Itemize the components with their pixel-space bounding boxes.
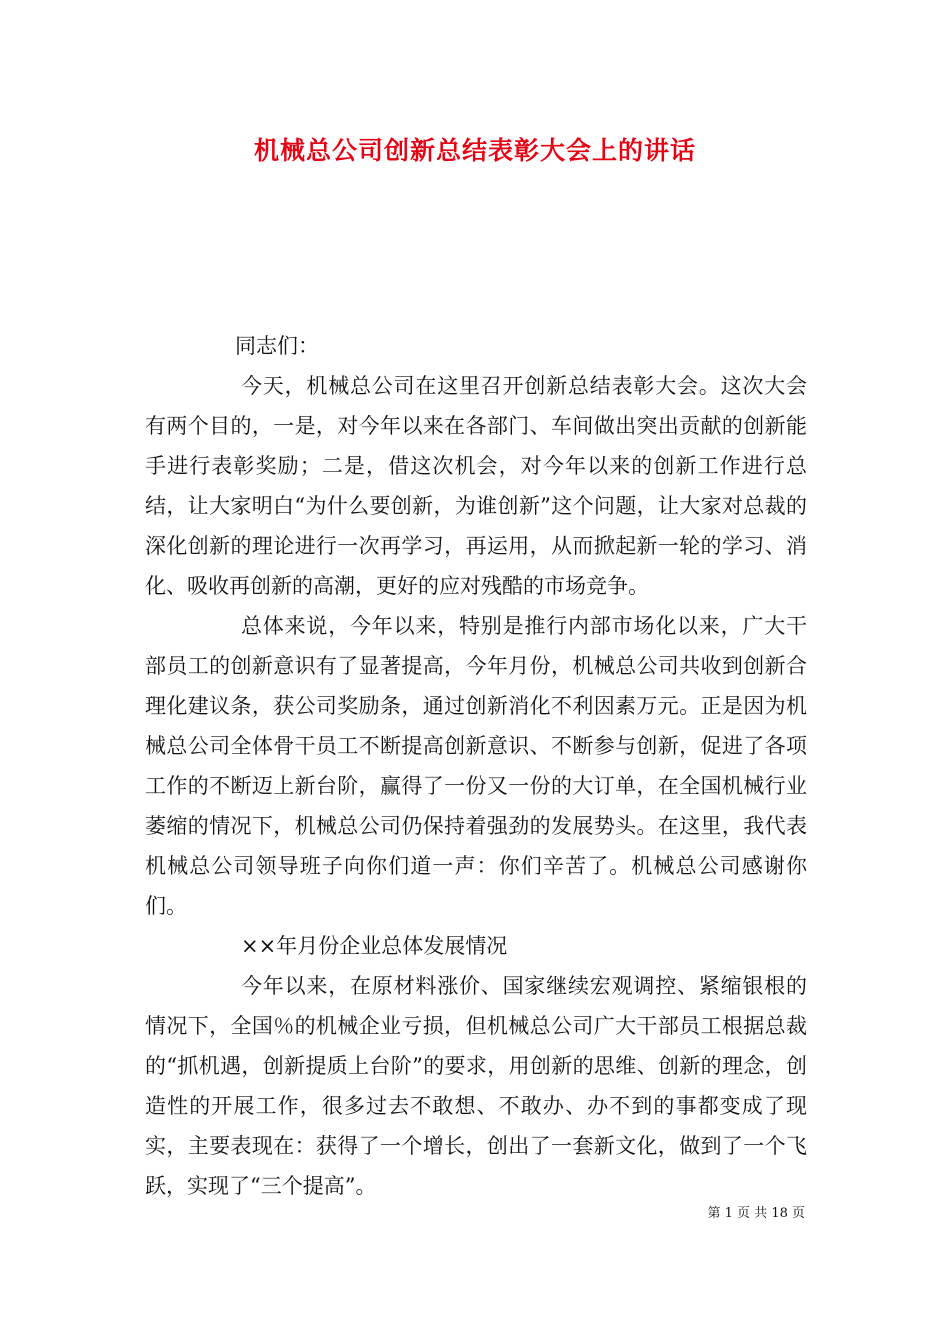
salutation: 同志们：: [235, 334, 319, 358]
paragraph-1: 今天，机械总公司在这里召开创新总结表彰大会。这次大会有两个目的，一是，对今年以来在各部门、车间做出突出贡献的创新能手进行表彰奖励；二是，借这次机会，对今年以来的创新工作进行总结，让大家明白“为什么要创新，为谁创新”这个问题，让大家对总裁的深化创新的理论进行一次再学习，再运用，从而掀起新一轮的学习、消化、吸收再创新的高潮，更好的应对残酷的市场竞争。: [145, 374, 807, 598]
paragraph-3: 今年以来，在原材料涨价、国家继续宏观调控、紧缩银根的情况下，全国％的机械企业亏损，但机械总公司广大干部员工根据总裁的“抓机遇，创新提质上台阶”的要求，用创新的思维、创新的理念，创造性的开展工作，很多过去不敢想、不敢办、办不到的事都变成了现实，主要表现在：获得了一个增长，创出了一套新文化，做到了一个飞跃，实现了“三个提高”。: [145, 974, 807, 1198]
page-number: 第 1 页 共 18 页: [707, 1206, 805, 1221]
document-title: 机械总公司创新总结表彰大会上的讲话: [253, 136, 696, 165]
section-heading: ××年月份企业总体发展情况: [241, 934, 508, 958]
document-body: [145, 326, 807, 1206]
paragraph-2: 总体来说，今年以来，特别是推行内部市场化以来，广大干部员工的创新意识有了显著提高，今年月份，机械总公司共收到创新合理化建议条，获公司奖励条，通过创新消化不利因素万元。正是因为机械总公司全体骨干员工不断提高创新意识、不断参与创新，促进了各项工作的不断迈上新台阶，赢得了一份又一份的大订单，在全国机械行业萎缩的情况下，机械总公司仍保持着强劲的发展势头。在这里，我代表机械总公司领导班子向你们道一声：你们辛苦了。机械总公司感谢你们。: [145, 614, 807, 918]
